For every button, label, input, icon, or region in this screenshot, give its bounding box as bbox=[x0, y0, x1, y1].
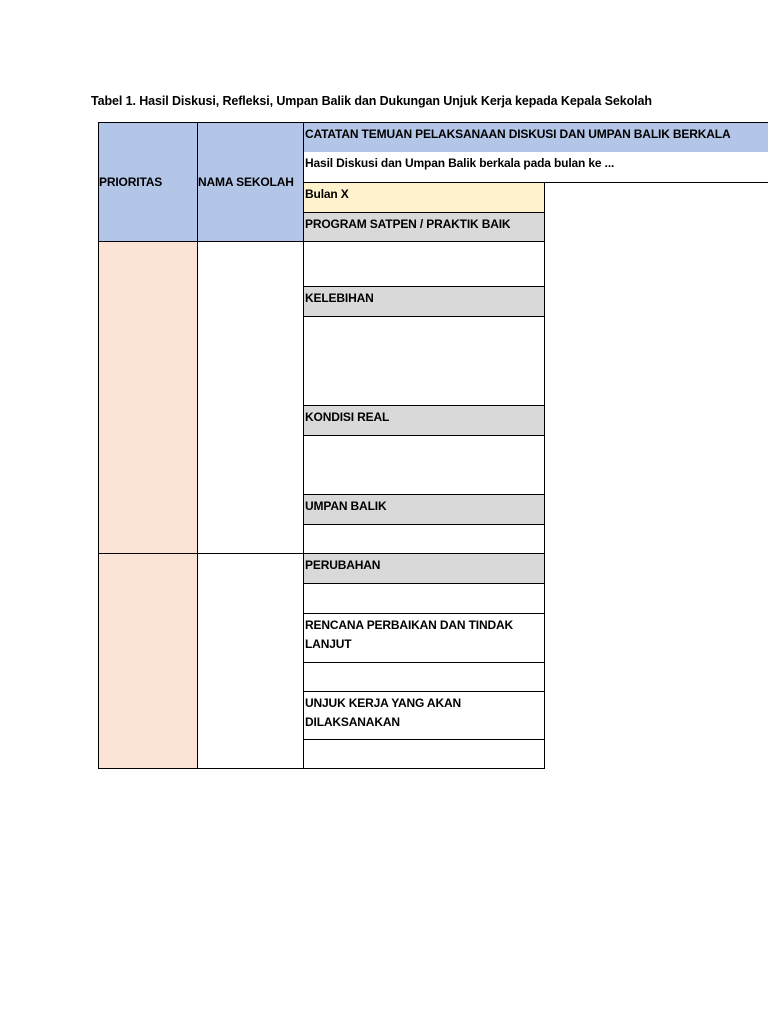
school-cell-1[interactable] bbox=[197, 241, 304, 554]
umpan-balik-entry[interactable] bbox=[303, 524, 545, 554]
month-cell bbox=[303, 182, 545, 213]
header-hasil-label: Hasil Diskusi dan Umpan Balik berkala pada bulan ke ... bbox=[305, 156, 615, 170]
header-prioritas-label: PRIORITAS bbox=[99, 174, 163, 189]
section-rencana bbox=[303, 613, 545, 663]
program-entry[interactable] bbox=[303, 241, 545, 287]
section-program bbox=[303, 212, 545, 243]
kondisi-entry[interactable] bbox=[303, 435, 545, 495]
header-nama-sekolah bbox=[197, 122, 304, 242]
priority-cell-2[interactable] bbox=[98, 553, 198, 769]
header-hasil bbox=[303, 152, 768, 183]
section-rencana-label: RENCANA PERBAIKAN DAN TINDAK LANJUT bbox=[305, 618, 514, 651]
section-umpan-balik-label: UMPAN BALIK bbox=[305, 499, 387, 513]
section-umpan-balik bbox=[303, 494, 545, 525]
section-program-label: PROGRAM SATPEN / PRAKTIK BAIK bbox=[305, 217, 511, 231]
perubahan-entry[interactable] bbox=[303, 583, 545, 614]
priority-cell-1[interactable] bbox=[98, 241, 198, 554]
section-unjuk-kerja bbox=[303, 691, 545, 740]
kelebihan-entry[interactable] bbox=[303, 316, 545, 406]
page-title: Tabel 1. Hasil Diskusi, Refleksi, Umpan Balik dan Dukungan Unjuk Kerja kepada Kepala Sekolah bbox=[91, 94, 652, 108]
section-perubahan-label: PERUBAHAN bbox=[305, 558, 381, 572]
header-nama-sekolah-label: NAMA SEKOLAH bbox=[198, 174, 294, 189]
section-kelebihan-label: KELEBIHAN bbox=[305, 291, 374, 305]
section-unjuk-kerja-label: UNJUK KERJA YANG AKAN DILAKSANAKAN bbox=[305, 696, 461, 729]
section-kondisi-label: KONDISI REAL bbox=[305, 410, 390, 424]
school-cell-2[interactable] bbox=[197, 553, 304, 769]
section-perubahan bbox=[303, 553, 545, 584]
header-prioritas bbox=[98, 122, 198, 242]
rencana-entry[interactable] bbox=[303, 662, 545, 692]
month-label: Bulan X bbox=[305, 187, 349, 201]
unjuk-kerja-entry[interactable] bbox=[303, 739, 545, 769]
header-catatan bbox=[303, 122, 768, 153]
section-kelebihan bbox=[303, 286, 545, 317]
header-catatan-label: CATATAN TEMUAN PELAKSANAAN DISKUSI DAN UMPAN BALIK BERKALA bbox=[305, 127, 731, 141]
section-kondisi bbox=[303, 405, 545, 436]
